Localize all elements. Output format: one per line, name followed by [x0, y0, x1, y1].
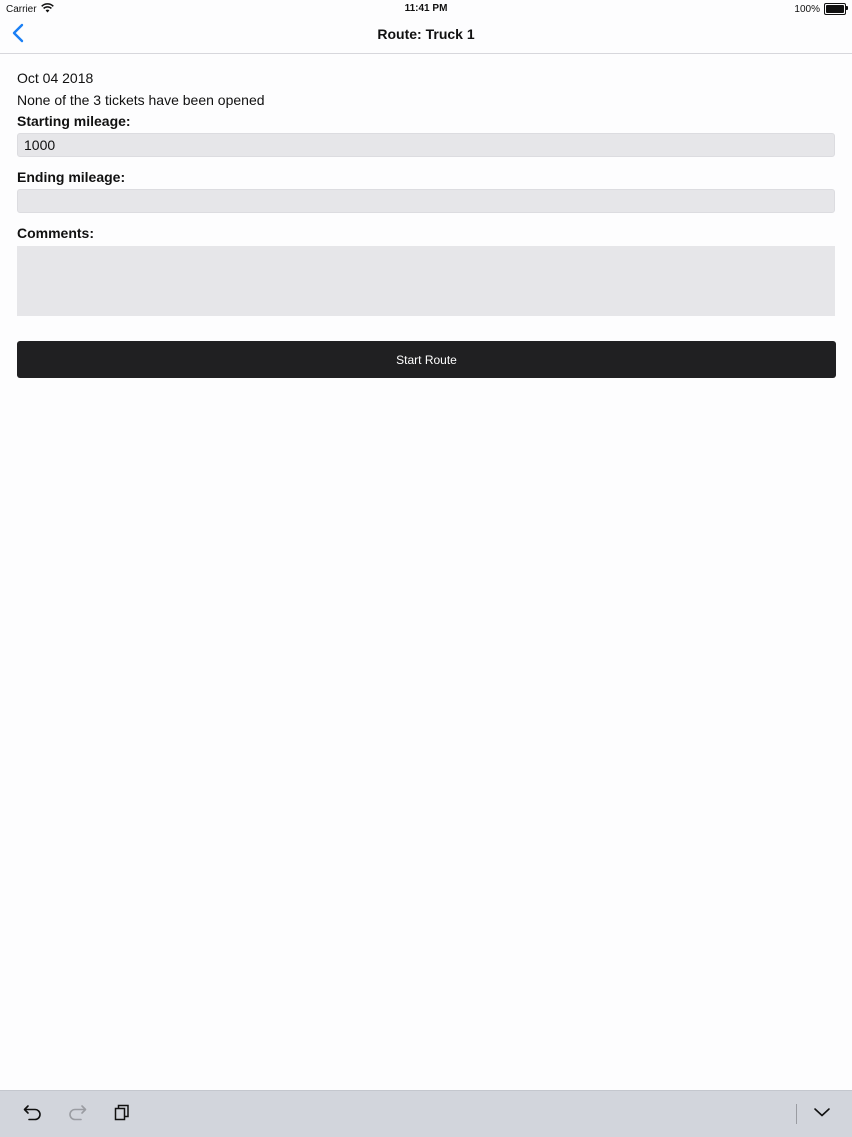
undo-button[interactable] — [22, 1103, 44, 1125]
chevron-down-icon — [813, 1105, 831, 1123]
tickets-status: None of the 3 tickets have been opened — [17, 92, 265, 108]
route-date: Oct 04 2018 — [17, 70, 94, 86]
redo-icon — [67, 1103, 87, 1126]
status-right — [794, 3, 846, 15]
keyboard-shortcut-bar — [0, 1090, 852, 1137]
ending-mileage-field[interactable] — [17, 189, 835, 213]
undo-icon — [23, 1103, 43, 1126]
battery-percent: 100% — [794, 3, 820, 15]
comments-field[interactable] — [17, 246, 835, 316]
navigation-bar — [0, 18, 852, 54]
battery-icon — [824, 3, 846, 15]
ending-mileage-label: Ending mileage: — [17, 169, 126, 185]
toolbar-divider — [796, 1104, 797, 1124]
status-bar — [0, 0, 852, 18]
start-route-button[interactable]: Start Route — [17, 341, 836, 378]
starting-mileage-field[interactable] — [17, 133, 835, 157]
comments-label: Comments: — [17, 225, 95, 241]
redo-button[interactable] — [66, 1103, 88, 1125]
route-form — [17, 68, 835, 378]
dismiss-keyboard-button[interactable] — [811, 1103, 833, 1125]
page-title: Route: Truck 1 — [377, 26, 475, 42]
paste-icon — [113, 1103, 131, 1126]
carrier-label: Carrier — [6, 4, 37, 15]
status-time: 11:41 PM — [404, 3, 448, 14]
starting-mileage-label: Starting mileage: — [17, 113, 131, 129]
paste-button[interactable] — [111, 1103, 133, 1125]
